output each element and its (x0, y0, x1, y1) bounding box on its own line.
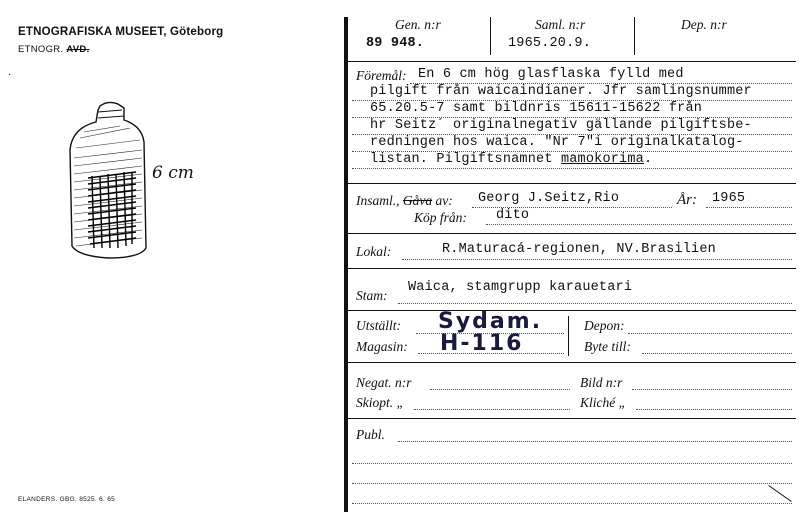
gen-nr-value: 89 948. (366, 36, 425, 51)
department-prefix: ETNOGR. (18, 44, 64, 55)
kop-label: Köp från: (414, 210, 467, 225)
magasin-value: H-116 (440, 331, 524, 356)
dep-nr-label: Dep. n:r (681, 17, 727, 32)
department-struck: AVD. (66, 44, 90, 55)
depon-label: Depon: (584, 318, 625, 333)
foremal-line-1: En 6 cm hög glasflaska fylld med (418, 67, 684, 82)
stam-value: Waica, stamgrupp karauetari (408, 280, 633, 295)
stam-bottom-rule (348, 310, 796, 311)
foremal-line-3: 65.20.5-7 samt bildnris 15611-15622 från (370, 101, 703, 116)
photo-bottom-rule (348, 418, 796, 419)
foremal-line-5: redningen hos waica. "Nr 7"i originalkatalog- (370, 135, 744, 150)
skiopt-label: Skiopt. „ (356, 395, 405, 410)
size-annotation: 6 cm (152, 163, 194, 183)
publ-label: Publ. (356, 427, 385, 442)
header-bottom-rule (348, 61, 796, 62)
insaml-bottom-rule (348, 233, 796, 234)
insaml-value: Georg J.Seitz,Rio (478, 191, 620, 206)
foremal-line-6: listan. Pilgiftsnamnet mamokorima. (370, 152, 653, 167)
department-label (18, 44, 90, 55)
byte-label: Byte till: (584, 339, 631, 354)
header-divider-2 (634, 17, 635, 55)
lokal-label: Lokal: (356, 244, 392, 259)
magasin-label: Magasin: (356, 339, 408, 354)
lokal-value: R.Maturacá-regionen, NV.Brasilien (442, 242, 716, 257)
header-divider-1 (490, 17, 491, 55)
negat-label: Negat. n:r (356, 375, 412, 390)
bild-label: Bild n:r (580, 375, 623, 390)
lokal-bottom-rule (348, 268, 796, 269)
foremal-line-2: pilgift från waicaindianer. Jfr samlingsnummer (370, 84, 752, 99)
storage-divider (568, 316, 569, 356)
kliche-label: Kliché „ (580, 395, 627, 410)
saml-nr-value: 1965.20.9. (508, 36, 592, 51)
kop-value: dito (496, 208, 530, 223)
insaml-label: Insaml., Gåva av: (356, 193, 453, 208)
foremal-line-4: hr Seitz´ originalnegativ gällande pilgiftsbe- (370, 118, 752, 133)
utstallt-value: Sydam. (438, 309, 543, 334)
museum-name: ETNOGRAFISKA MUSEET, Göteborg (18, 26, 224, 38)
stam-label: Stam: (356, 288, 388, 303)
ar-value: 1965 (712, 191, 746, 206)
ink-dot: · (8, 70, 12, 81)
bottle-sketch (60, 98, 160, 268)
storage-bottom-rule (348, 362, 796, 363)
foremal-label: Föremål: (356, 68, 407, 83)
foremal-bottom-rule (348, 183, 796, 184)
ar-label: År: (677, 192, 697, 208)
saml-nr-label: Saml. n:r (535, 17, 586, 32)
utstallt-label: Utställt: (356, 318, 402, 333)
poison-name: mamokorima (560, 152, 644, 167)
gen-nr-label: Gen. n:r (395, 17, 441, 32)
printer-mark: ELANDERS. GBG. 8525. 6. 65 (18, 496, 116, 503)
